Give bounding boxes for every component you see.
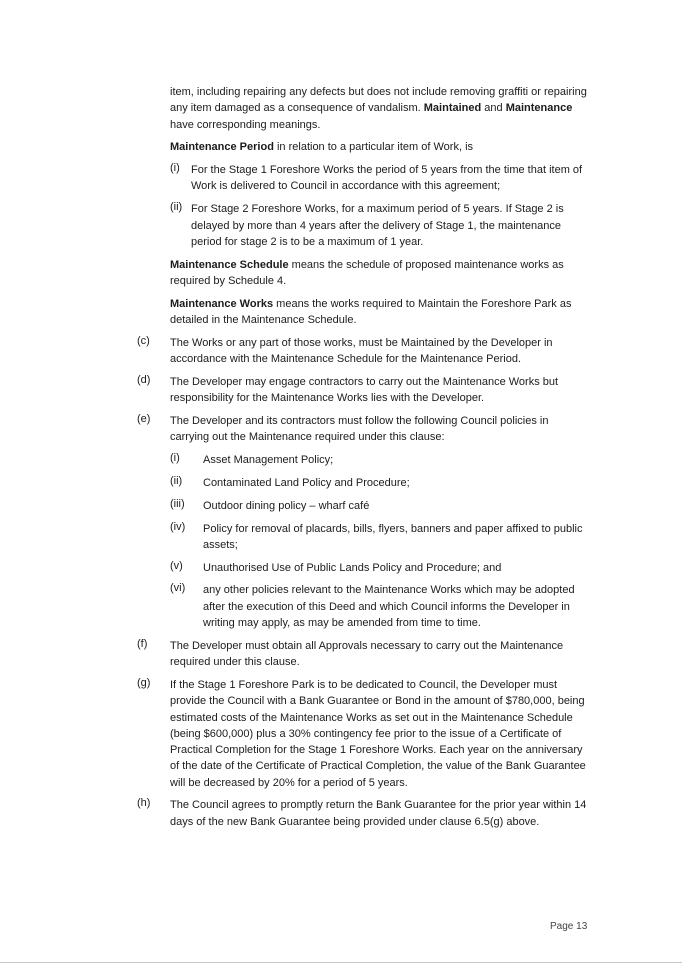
item-text: Policy for removal of placards, bills, flyers, banners and paper affixed to public assets; <box>203 522 583 551</box>
clause-label: (c) <box>137 334 150 347</box>
item-label: (vi) <box>170 582 186 595</box>
intro-paragraph <box>170 84 588 133</box>
item-label: (i) <box>170 452 180 465</box>
item-label: (i) <box>170 162 180 175</box>
list-item <box>170 475 588 491</box>
clause-label: (e) <box>137 413 151 426</box>
clause-text: The Developer must obtain all Approvals necessary to carry out the Maintenance required under this clause. <box>170 639 564 669</box>
clause-c <box>137 334 588 368</box>
definition-text: means the schedule of proposed maintenance works as required by Schedule 4. <box>170 258 564 287</box>
clause-text: The Works or any part of those works, must be Maintained by the Developer in accordance with the Maintenance Schedule for the Maintenance Period. <box>170 336 553 366</box>
item-label: (iii) <box>170 497 185 510</box>
clause-label: (g) <box>137 676 151 689</box>
definition-maintenance-period <box>170 139 588 155</box>
definition-text: in relation to a particular item of Work, is <box>273 141 474 154</box>
term-maintenance: Maintenance <box>505 102 573 115</box>
item-text: Outdoor dining policy – wharf café <box>203 499 370 512</box>
clause-text: The Council agrees to promptly return the Bank Guarantee for the prior year within 14 days of the new Bank Guarantee being provided under clause 6.5(g) above. <box>170 799 587 828</box>
intro-text: item, including repairing any defects but does not include removing graffiti or repairing any item damaged as a consequence of vandalism. <box>170 86 587 115</box>
item-label: (v) <box>170 559 183 572</box>
intro-text: have corresponding meanings. <box>170 118 321 131</box>
page-bottom-divider <box>0 962 682 963</box>
list-item <box>170 162 588 195</box>
list-item <box>170 560 588 576</box>
item-text: Asset Management Policy; <box>203 454 334 467</box>
maintenance-period-list <box>170 162 588 250</box>
item-text: Unauthorised Use of Public Lands Policy and Procedure; and <box>203 561 502 574</box>
list-item <box>170 201 588 250</box>
item-label: (ii) <box>170 474 183 487</box>
clause-text: The Developer and its contractors must follow the following Council policies in carrying out the Maintenance required under this clause: <box>170 415 549 444</box>
term-maintenance-schedule: Maintenance Schedule <box>170 258 289 271</box>
definition-maintenance-schedule <box>170 257 588 290</box>
clause-text: The Developer may engage contractors to carry out the Maintenance Works but responsibility for the Maintenance Works lies with the Developer. <box>170 375 559 405</box>
page-body <box>137 84 588 837</box>
list-item <box>170 521 588 554</box>
term-maintenance-period: Maintenance Period <box>170 141 274 154</box>
term-maintained: Maintained <box>423 102 482 115</box>
item-text: Contaminated Land Policy and Procedure; <box>203 476 410 489</box>
page-number: Page 13 <box>550 921 588 932</box>
list-item <box>170 582 588 631</box>
clause-h <box>137 797 588 830</box>
clause-d <box>137 373 588 407</box>
clause-text: If the Stage 1 Foreshore Park is to be dedicated to Council, the Developer must provide the Council with a Bank Guarantee or Bond in the amount of $780,000, being estimated costs of the Maintenance Works as set out in the Maintenance Schedule (being $600,000) plus a 30% contingency fee prior to the issue of a Certificate of Practical Completion for the Stage 1 Foreshore Works. Each year on the anniversary of the date of the Certificate of Practical Completion, the value of the Bank Guarantee will be decreased by 20% for a period of 5 years. <box>170 678 586 789</box>
definition-maintenance-works <box>170 296 588 329</box>
clause-label: (h) <box>137 797 151 810</box>
clause-label: (d) <box>137 373 151 386</box>
clause-e <box>137 413 588 446</box>
clause-f <box>137 637 588 671</box>
item-text: For Stage 2 Foreshore Works, for a maximum period of 5 years. If Stage 2 is delayed by more than 4 years after the delivery of Stage 1, the maintenance period for stage 2 is to be a maximum of 1 year. <box>191 203 564 248</box>
council-policies-list <box>170 452 588 631</box>
item-label: (ii) <box>170 201 183 214</box>
intro-text: and <box>481 102 506 115</box>
item-text: For the Stage 1 Foreshore Works the period of 5 years from the time that item of Work is delivered to Council in accordance with this agreement; <box>191 164 583 193</box>
list-item <box>170 452 588 468</box>
definition-text: means the works required to Maintain the Foreshore Park as detailed in the Maintenance Schedule. <box>170 297 572 327</box>
item-label: (iv) <box>170 520 186 533</box>
term-maintenance-works: Maintenance Works <box>170 297 274 310</box>
clause-g <box>137 676 588 791</box>
clause-label: (f) <box>137 637 148 650</box>
item-text: any other policies relevant to the Maintenance Works which may be adopted after the execution of this Deed and which Council informs the Developer in writing may apply, as may be amended from time to time. <box>203 584 575 630</box>
list-item <box>170 498 588 514</box>
